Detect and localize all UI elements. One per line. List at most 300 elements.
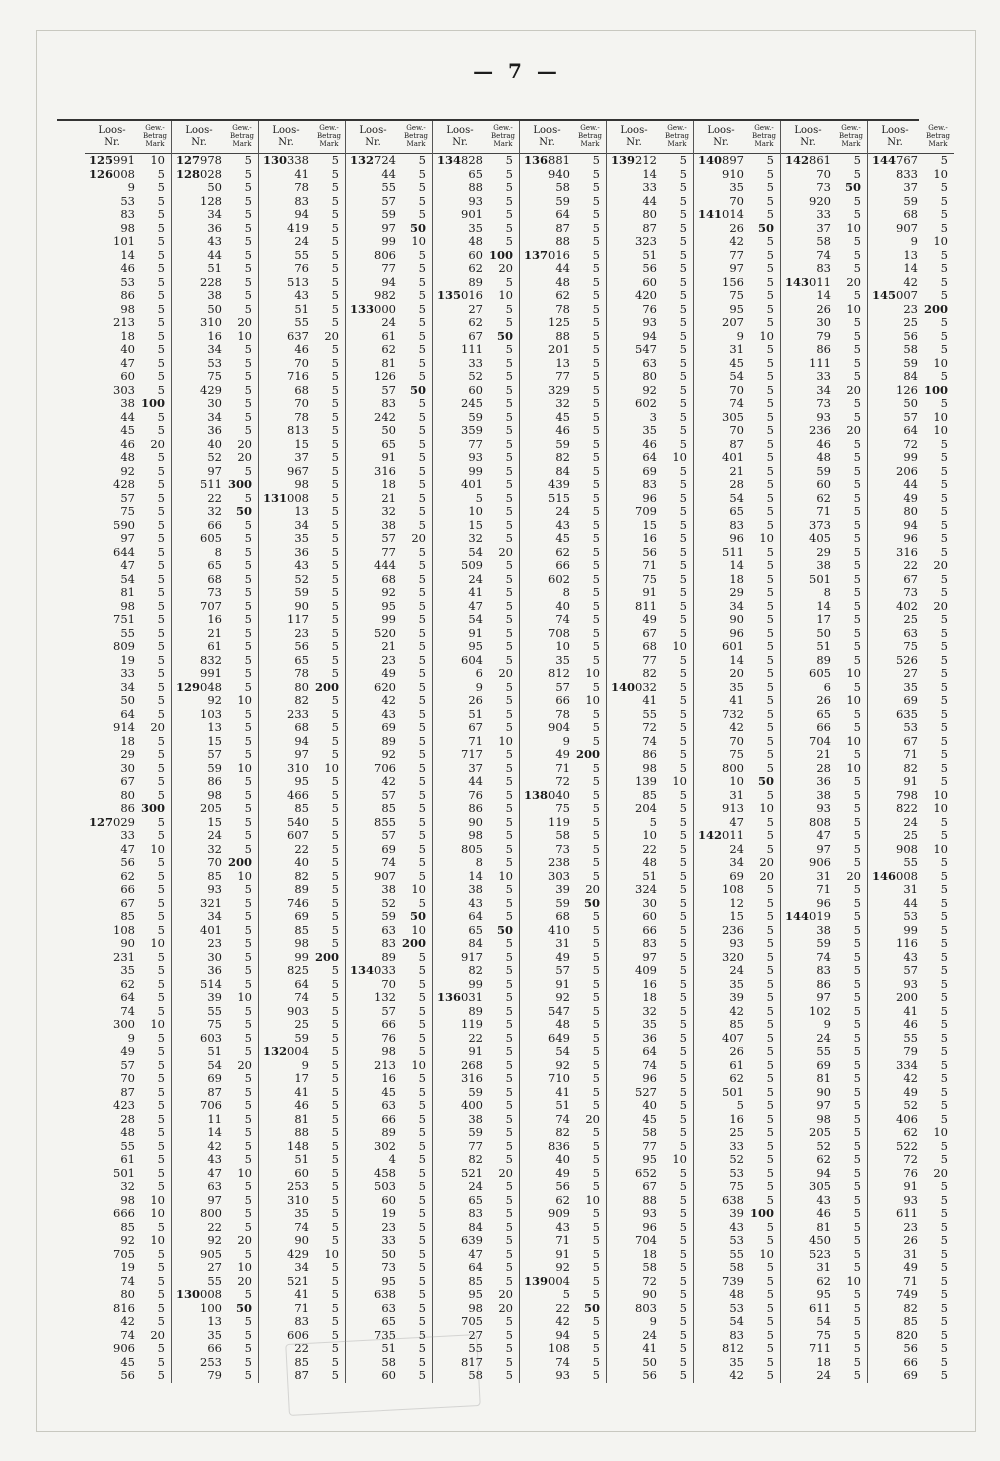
table-row bbox=[172, 195, 258, 209]
table-row bbox=[781, 1059, 867, 1073]
prize-amount: 5 bbox=[157, 1314, 165, 1328]
prize-amount: 5 bbox=[505, 963, 513, 977]
lot-number: 78 bbox=[555, 301, 570, 316]
lot-number: 24 bbox=[816, 1368, 831, 1382]
prize-amount: 5 bbox=[331, 1084, 339, 1099]
column-group bbox=[433, 121, 520, 1383]
table-row bbox=[259, 708, 345, 722]
lot-number: 735 bbox=[374, 1327, 396, 1342]
table-row bbox=[433, 370, 519, 384]
prize-amount: 5 bbox=[331, 396, 339, 410]
prize-amount: 5 bbox=[505, 1030, 513, 1045]
lot-number: 9 bbox=[127, 180, 135, 194]
table-row bbox=[694, 249, 780, 263]
table-row bbox=[433, 883, 519, 897]
table-row bbox=[607, 316, 693, 330]
table-row bbox=[607, 1059, 693, 1073]
lot-number: 25 bbox=[903, 612, 918, 626]
prize-amount: 5 bbox=[766, 544, 774, 559]
table-row bbox=[433, 802, 519, 816]
table-row bbox=[781, 384, 867, 398]
lot-number: 54 bbox=[729, 490, 744, 505]
lot-number: 42 bbox=[729, 1368, 744, 1382]
prize-amount: 5 bbox=[679, 1327, 687, 1342]
prize-amount: 5 bbox=[418, 463, 426, 478]
lot-number: 97 bbox=[816, 990, 831, 1004]
lot-number: 59 bbox=[555, 895, 570, 910]
lot-number: 751 bbox=[113, 612, 135, 626]
prize-amount: 5 bbox=[679, 396, 687, 410]
table-row bbox=[346, 303, 432, 317]
prize-amount: 5 bbox=[505, 558, 513, 572]
table-row bbox=[85, 316, 171, 330]
lot-number: 33 bbox=[468, 355, 483, 370]
table-row bbox=[520, 694, 606, 708]
table-row bbox=[433, 397, 519, 411]
table-row bbox=[259, 276, 345, 290]
table-row bbox=[346, 1315, 432, 1329]
table-row bbox=[85, 775, 171, 789]
prize-amount: 5 bbox=[766, 1219, 774, 1234]
table-row bbox=[781, 667, 867, 681]
prize-amount: 5 bbox=[418, 1341, 426, 1355]
lot-number: 64 bbox=[642, 450, 657, 464]
prize-amount: 5 bbox=[940, 814, 948, 829]
table-row bbox=[781, 708, 867, 722]
lot-number: 38 bbox=[468, 1111, 483, 1126]
table-row bbox=[172, 978, 258, 992]
table-row bbox=[607, 694, 693, 708]
lot-number: 36 bbox=[207, 220, 222, 235]
table-row bbox=[433, 897, 519, 911]
table-row bbox=[868, 1180, 954, 1194]
table-row bbox=[85, 910, 171, 924]
table-row bbox=[259, 465, 345, 479]
table-row bbox=[694, 1288, 780, 1302]
prize-amount: 5 bbox=[157, 558, 165, 572]
table-row bbox=[433, 208, 519, 222]
table-row bbox=[781, 775, 867, 789]
prize-amount: 5 bbox=[418, 1300, 426, 1315]
prize-amount: 5 bbox=[505, 882, 513, 896]
lot-number: 143011 bbox=[785, 274, 831, 289]
table-row bbox=[172, 276, 258, 290]
lot-number: 805 bbox=[461, 841, 483, 856]
table-row bbox=[868, 748, 954, 762]
prize-amount: 5 bbox=[505, 1327, 513, 1342]
lot-number: 53 bbox=[207, 355, 222, 370]
prize-amount: 5 bbox=[244, 733, 252, 748]
table-row bbox=[172, 748, 258, 762]
table-row bbox=[520, 1234, 606, 1248]
lot-number: 50 bbox=[642, 1354, 657, 1369]
prize-amount: 5 bbox=[766, 261, 774, 275]
lot-number: 26 bbox=[816, 301, 831, 316]
table-row bbox=[781, 640, 867, 654]
table-row bbox=[433, 910, 519, 924]
prize-amount: 5 bbox=[766, 963, 774, 977]
prize-amount: 5 bbox=[940, 774, 948, 788]
table-row bbox=[172, 1086, 258, 1100]
lot-number: 71 bbox=[555, 760, 570, 775]
prize-amount: 5 bbox=[679, 1125, 687, 1139]
prize-amount: 5 bbox=[679, 1354, 687, 1369]
lot-number: 94 bbox=[816, 1165, 831, 1180]
prize-amount: 5 bbox=[679, 882, 687, 896]
prize-amount: 10 bbox=[411, 922, 426, 937]
prize-amount: 5 bbox=[853, 396, 861, 410]
table-row bbox=[868, 195, 954, 209]
table-row bbox=[520, 775, 606, 789]
lot-number: 142011 bbox=[698, 828, 744, 842]
table-row bbox=[433, 573, 519, 587]
prize-amount: 5 bbox=[244, 666, 252, 680]
table-row bbox=[85, 735, 171, 749]
lot-number: 41 bbox=[642, 693, 657, 707]
prize-amount: 5 bbox=[766, 1003, 774, 1018]
lot-number: 55 bbox=[120, 625, 135, 640]
table-row bbox=[781, 883, 867, 897]
lot-number: 22 bbox=[294, 1341, 309, 1355]
table-row bbox=[346, 640, 432, 654]
prize-amount: 10 bbox=[150, 1192, 165, 1207]
table-row bbox=[694, 883, 780, 897]
prize-amount: 5 bbox=[592, 1030, 600, 1045]
table-row bbox=[781, 249, 867, 263]
lot-number: 126008 bbox=[89, 166, 135, 181]
lot-number: 65 bbox=[381, 436, 396, 451]
prize-amount: 20 bbox=[498, 666, 513, 680]
table-row bbox=[85, 411, 171, 425]
table-row bbox=[433, 1315, 519, 1329]
lot-number: 75 bbox=[729, 1179, 744, 1193]
table-row bbox=[433, 870, 519, 884]
prize-amount: 5 bbox=[766, 787, 774, 802]
table-row bbox=[433, 1275, 519, 1289]
table-row bbox=[520, 870, 606, 884]
prize-amount: 5 bbox=[592, 598, 600, 613]
lot-number: 64 bbox=[468, 1260, 483, 1274]
table-row bbox=[868, 1248, 954, 1262]
table-row bbox=[172, 937, 258, 951]
prize-amount: 5 bbox=[505, 1341, 513, 1355]
prize-amount: 5 bbox=[244, 612, 252, 626]
prize-amount: 5 bbox=[679, 1341, 687, 1355]
prize-amount: 5 bbox=[592, 504, 600, 518]
lot-number: 836 bbox=[548, 1138, 570, 1153]
table-row bbox=[781, 1261, 867, 1275]
lot-number: 62 bbox=[729, 1071, 744, 1085]
table-row bbox=[781, 654, 867, 668]
prize-amount: 5 bbox=[244, 558, 252, 572]
prize-amount: 5 bbox=[244, 193, 252, 208]
prize-amount: 5 bbox=[679, 166, 687, 181]
lot-number: 321 bbox=[200, 895, 222, 910]
lot-number: 64 bbox=[555, 207, 570, 221]
prize-amount: 5 bbox=[766, 1368, 774, 1382]
table-row bbox=[346, 721, 432, 735]
prize-amount: 5 bbox=[592, 153, 600, 167]
prize-amount: 5 bbox=[766, 585, 774, 599]
prize-amount: 5 bbox=[853, 450, 861, 464]
prize-amount: 5 bbox=[766, 720, 774, 734]
prize-amount: 5 bbox=[157, 220, 165, 235]
table-row bbox=[520, 964, 606, 978]
table-row bbox=[85, 1153, 171, 1167]
prize-amount: 5 bbox=[331, 855, 339, 869]
prize-amount: 5 bbox=[505, 990, 513, 1004]
table-row bbox=[259, 1153, 345, 1167]
prize-amount: 10 bbox=[585, 1192, 600, 1207]
table-row bbox=[781, 951, 867, 965]
prize-amount: 5 bbox=[505, 463, 513, 478]
table-row bbox=[607, 397, 693, 411]
table-row bbox=[433, 829, 519, 843]
lot-number: 10 bbox=[555, 639, 570, 653]
lot-number: 52 bbox=[207, 450, 222, 464]
lot-number: 33 bbox=[729, 1138, 744, 1153]
lot-number: 704 bbox=[809, 733, 831, 748]
lot-number: 21 bbox=[729, 463, 744, 478]
lot-number: 95 bbox=[381, 1273, 396, 1288]
prize-amount: 5 bbox=[940, 396, 948, 410]
prize-amount: 5 bbox=[940, 1246, 948, 1261]
column-header bbox=[694, 121, 780, 154]
prize-amount: 5 bbox=[418, 652, 426, 667]
lot-number: 70 bbox=[294, 355, 309, 370]
prize-amount: 5 bbox=[505, 1044, 513, 1058]
prize-amount: 5 bbox=[853, 436, 861, 451]
table-row bbox=[433, 1167, 519, 1181]
prize-amount: 5 bbox=[940, 1030, 948, 1045]
table-row bbox=[346, 478, 432, 492]
table-row bbox=[85, 762, 171, 776]
prize-amount: 5 bbox=[505, 234, 513, 248]
table-row bbox=[607, 1045, 693, 1059]
table-row bbox=[868, 1072, 954, 1086]
lot-number: 138040 bbox=[524, 787, 570, 802]
prize-amount: 5 bbox=[418, 1030, 426, 1045]
table-row bbox=[433, 789, 519, 803]
lot-number: 74 bbox=[381, 855, 396, 869]
table-row bbox=[172, 1005, 258, 1019]
lot-number: 62 bbox=[555, 1192, 570, 1207]
prize-amount: 20 bbox=[498, 1287, 513, 1301]
prize-amount: 5 bbox=[940, 1354, 948, 1369]
prize-amount: 5 bbox=[853, 828, 861, 842]
prize-amount: 5 bbox=[331, 1071, 339, 1085]
lot-number: 30 bbox=[207, 949, 222, 964]
table-row bbox=[694, 1167, 780, 1181]
prize-amount: 5 bbox=[766, 396, 774, 410]
lot-number: 908 bbox=[896, 841, 918, 856]
lot-number: 99 bbox=[903, 922, 918, 937]
lot-number: 62 bbox=[468, 261, 483, 275]
table-row bbox=[85, 748, 171, 762]
lot-number: 66 bbox=[903, 1354, 918, 1369]
lot-number: 54 bbox=[468, 544, 483, 559]
prize-amount: 5 bbox=[853, 355, 861, 370]
table-row bbox=[607, 505, 693, 519]
table-row bbox=[520, 802, 606, 816]
prize-amount: 20 bbox=[498, 544, 513, 559]
table-row bbox=[694, 1369, 780, 1383]
lot-number: 14 bbox=[903, 261, 918, 275]
prize-amount: 5 bbox=[940, 1044, 948, 1058]
table-row bbox=[259, 843, 345, 857]
prize-amount: 5 bbox=[157, 1165, 165, 1180]
table-row bbox=[694, 1032, 780, 1046]
lot-number: 66 bbox=[120, 882, 135, 896]
table-row bbox=[433, 586, 519, 600]
lot-number: 72 bbox=[903, 1152, 918, 1166]
prize-amount: 5 bbox=[592, 1273, 600, 1288]
table-row bbox=[607, 168, 693, 182]
lot-number: 19 bbox=[120, 1260, 135, 1274]
prize-amount: 5 bbox=[157, 477, 165, 491]
table-row bbox=[868, 316, 954, 330]
table-row bbox=[520, 1086, 606, 1100]
lot-number: 800 bbox=[200, 1206, 222, 1220]
lot-number: 75 bbox=[816, 1327, 831, 1342]
lot-number: 26 bbox=[468, 693, 483, 707]
table-row bbox=[85, 789, 171, 803]
prize-amount: 5 bbox=[418, 1098, 426, 1112]
prize-amount: 5 bbox=[853, 963, 861, 977]
lot-number: 704 bbox=[635, 1233, 657, 1247]
prize-amount: 20 bbox=[933, 598, 948, 613]
table-row bbox=[172, 289, 258, 303]
prize-amount: 5 bbox=[679, 612, 687, 626]
prize-amount: 5 bbox=[244, 166, 252, 181]
table-row bbox=[85, 964, 171, 978]
table-row bbox=[868, 559, 954, 573]
table-row bbox=[85, 1207, 171, 1221]
prize-amount: 5 bbox=[766, 247, 774, 262]
prize-amount: 5 bbox=[244, 369, 252, 383]
prize-amount: 5 bbox=[331, 787, 339, 802]
table-row bbox=[85, 154, 171, 168]
lot-number: 44 bbox=[381, 166, 396, 181]
lot-number: 34 bbox=[120, 679, 135, 694]
lot-number: 52 bbox=[816, 1138, 831, 1153]
table-row bbox=[607, 154, 693, 168]
lot-number: 36 bbox=[207, 423, 222, 437]
lot-number: 42 bbox=[729, 234, 744, 248]
table-row bbox=[259, 991, 345, 1005]
prize-amount: 5 bbox=[592, 1327, 600, 1342]
lot-number: 90 bbox=[642, 1287, 657, 1301]
lot-number: 42 bbox=[381, 693, 396, 707]
table-row bbox=[520, 1302, 606, 1316]
table-row bbox=[694, 397, 780, 411]
prize-amount: 10 bbox=[237, 693, 252, 707]
lot-number: 48 bbox=[468, 234, 483, 248]
lot-number: 18 bbox=[816, 1354, 831, 1369]
prize-amount: 5 bbox=[505, 450, 513, 464]
prize-amount: 5 bbox=[244, 652, 252, 667]
prize-amount: 5 bbox=[505, 369, 513, 383]
header-gew-betrag: Gew.- Betrag Mark bbox=[403, 124, 429, 148]
table-row bbox=[520, 289, 606, 303]
lot-number: 87 bbox=[294, 1368, 309, 1382]
prize-amount: 5 bbox=[157, 328, 165, 343]
lot-number: 83 bbox=[816, 261, 831, 275]
prize-amount: 5 bbox=[331, 247, 339, 262]
lot-number: 37 bbox=[903, 180, 918, 194]
prize-amount: 5 bbox=[157, 828, 165, 842]
lot-number: 75 bbox=[207, 369, 222, 383]
prize-amount: 50 bbox=[583, 1300, 600, 1315]
table-row bbox=[172, 465, 258, 479]
prize-amount: 5 bbox=[766, 1057, 774, 1072]
lot-number: 547 bbox=[548, 1003, 570, 1018]
lot-number: 32 bbox=[468, 531, 483, 545]
lot-number: 74 bbox=[120, 1273, 135, 1288]
table-row bbox=[433, 856, 519, 870]
lot-number: 31 bbox=[903, 1246, 918, 1261]
lot-number: 60 bbox=[468, 247, 483, 262]
table-row bbox=[781, 829, 867, 843]
table-row bbox=[85, 1126, 171, 1140]
prize-amount: 5 bbox=[592, 625, 600, 640]
lot-number: 439 bbox=[548, 477, 570, 491]
prize-amount: 5 bbox=[592, 1287, 600, 1301]
prize-amount: 5 bbox=[679, 1260, 687, 1274]
table-row bbox=[172, 1342, 258, 1356]
lot-number: 62 bbox=[120, 868, 135, 883]
table-row bbox=[259, 951, 345, 965]
prize-amount: 5 bbox=[940, 855, 948, 869]
lot-number: 53 bbox=[903, 720, 918, 734]
lot-number: 54 bbox=[555, 1044, 570, 1058]
prize-amount: 5 bbox=[766, 1260, 774, 1274]
lot-number: 49 bbox=[120, 1044, 135, 1058]
lot-number: 80 bbox=[642, 207, 657, 221]
lot-number: 521 bbox=[461, 1165, 483, 1180]
prize-amount: 5 bbox=[157, 895, 165, 910]
table-row bbox=[607, 1342, 693, 1356]
lot-number: 59 bbox=[555, 193, 570, 208]
table-row bbox=[259, 856, 345, 870]
prize-amount: 5 bbox=[679, 922, 687, 937]
table-row bbox=[694, 600, 780, 614]
table-row bbox=[868, 1167, 954, 1181]
prize-amount: 5 bbox=[418, 1354, 426, 1369]
lot-number: 40 bbox=[642, 1098, 657, 1112]
table-row bbox=[868, 532, 954, 546]
prize-amount: 5 bbox=[940, 760, 948, 775]
prize-amount: 5 bbox=[244, 234, 252, 248]
table-row bbox=[346, 451, 432, 465]
lot-number: 16 bbox=[729, 1111, 744, 1126]
prize-amount: 5 bbox=[592, 1003, 600, 1018]
table-row bbox=[781, 1329, 867, 1343]
prize-amount: 5 bbox=[505, 423, 513, 437]
table-row bbox=[172, 789, 258, 803]
lot-number: 44 bbox=[468, 774, 483, 788]
lot-number: 60 bbox=[642, 909, 657, 923]
lot-number: 85 bbox=[642, 787, 657, 802]
table-row bbox=[85, 1288, 171, 1302]
table-row bbox=[868, 1369, 954, 1383]
table-row bbox=[607, 546, 693, 560]
prize-amount: 5 bbox=[853, 1327, 861, 1342]
prize-amount: 5 bbox=[505, 774, 513, 788]
prize-amount: 5 bbox=[679, 423, 687, 437]
table-row bbox=[868, 681, 954, 695]
table-row bbox=[172, 451, 258, 465]
